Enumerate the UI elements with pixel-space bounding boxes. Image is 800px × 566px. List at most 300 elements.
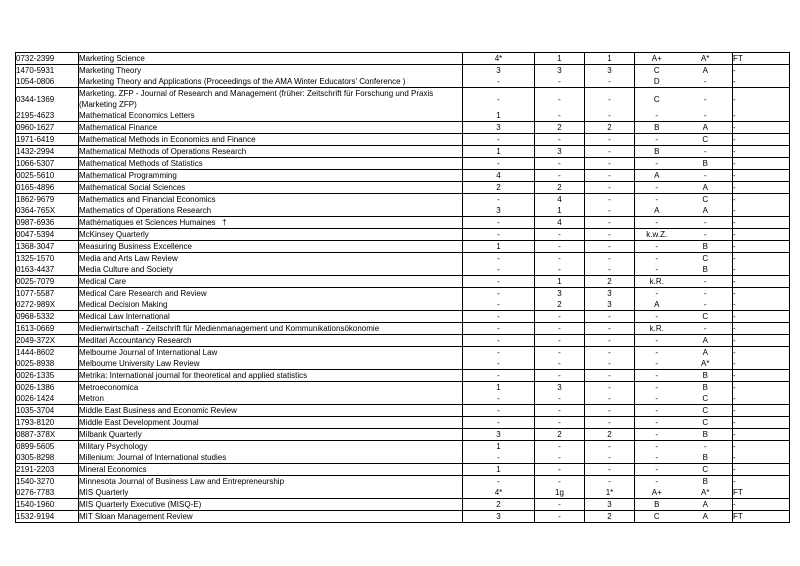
rating-2-cell: -: [535, 358, 585, 370]
rating-3-cell: -: [585, 347, 635, 359]
journal-name-cell: Metrika: International journal for theoretical and applied statistics: [79, 370, 463, 382]
rating-5-cell: C: [679, 393, 733, 405]
journal-name-cell: Marketing Science: [79, 53, 463, 65]
rating-5-cell: B: [679, 158, 733, 170]
rating-3-cell: -: [585, 476, 635, 488]
rating-4-cell: -: [635, 110, 679, 122]
rating-5-cell: -: [679, 76, 733, 88]
ft-cell: -: [733, 299, 790, 311]
rating-3-cell: 3: [585, 499, 635, 511]
ft-cell: -: [733, 335, 790, 347]
rating-2-cell: 2: [535, 182, 585, 194]
rating-3-cell: -: [585, 335, 635, 347]
rating-3-cell: 1*: [585, 487, 635, 499]
rating-4-cell: -: [655, 442, 659, 451]
issn-cell: 1432-2994: [16, 146, 79, 158]
rating-5-cell: A: [679, 205, 733, 217]
table-row: [16, 65, 790, 77]
issn-cell: 0968-5332: [16, 311, 79, 323]
rating-4-cell: -: [635, 264, 679, 276]
ft-cell: -: [733, 122, 790, 134]
rating-1-cell: 2: [463, 499, 535, 511]
issn-cell: 1540-3270: [16, 476, 79, 488]
table-row: [16, 405, 790, 417]
rating-2-cell: 3: [535, 288, 585, 300]
issn-cell: 0732-2399: [16, 53, 79, 65]
table-row: [16, 217, 790, 229]
rating-2-cell: -: [535, 511, 585, 523]
rating-2-cell: -: [535, 393, 585, 405]
rating-4-cell: -: [635, 311, 679, 323]
rating-1-cell: -: [463, 276, 535, 288]
ft-cell: -: [733, 264, 790, 276]
rating-4-cell: k.w.Z.: [635, 229, 679, 241]
issn-cell: 2195-4623: [16, 110, 79, 122]
rating-2-cell: -: [535, 253, 585, 265]
ft-cell: -: [733, 241, 790, 253]
table-row: [16, 194, 790, 206]
rating-3-cell: -: [585, 464, 635, 476]
ft-cell: -: [733, 383, 736, 392]
ft-cell: -: [733, 229, 790, 241]
rating-2-cell: -: [535, 76, 585, 88]
issn-cell: 1540-1960: [16, 499, 79, 511]
rating-4-cell: -: [635, 417, 679, 429]
rating-4-cell: -: [635, 134, 679, 146]
rating-1-cell: 3: [463, 205, 535, 217]
rating-5-cell: -: [679, 323, 733, 335]
rating-4-cell: A: [635, 205, 679, 217]
rating-4-cell: -: [635, 393, 679, 405]
rating-5-cell: -: [679, 229, 733, 241]
ft-cell: -: [733, 182, 790, 194]
rating-4-cell: -: [635, 464, 679, 476]
rating-2-cell: -: [535, 311, 585, 323]
rating-4-cell: -: [635, 429, 679, 441]
table-row: [16, 88, 790, 111]
journal-name-cell: Metroeconomica: [79, 382, 463, 394]
table-row: [16, 370, 790, 382]
table-row: [16, 264, 790, 276]
rating-2-cell: 2: [535, 122, 585, 134]
rating-1-cell: 1: [463, 464, 535, 476]
rating-4-cell: -: [635, 370, 679, 382]
ft-cell: -: [733, 276, 790, 288]
journal-name-cell: Middle East Business and Economic Review: [79, 405, 463, 417]
journal-name-cell: Medical Law International: [79, 311, 463, 323]
rating-1-cell: -: [463, 229, 535, 241]
issn-cell: 0047-5394: [16, 229, 79, 241]
rating-3-cell: -: [585, 134, 635, 146]
rating-2-cell: 1: [535, 205, 585, 217]
rating-2-cell: 4: [535, 194, 585, 206]
rating-2-cell: -: [535, 323, 585, 335]
rating-4-cell: k.R.: [635, 323, 679, 335]
table-row: [16, 288, 790, 300]
rating-1-cell: -: [463, 253, 535, 265]
rating-1-cell: -: [463, 299, 535, 311]
journal-name-cell: Mathematical Methods in Economics and Finance: [79, 134, 463, 146]
rating-5-cell: A: [679, 347, 733, 359]
rating-3-cell: -: [585, 311, 635, 323]
ft-cell: -: [733, 358, 790, 370]
table-row: [16, 110, 790, 122]
rating-4-cell: A+: [635, 487, 679, 499]
rating-3-cell: -: [585, 158, 635, 170]
journal-name-cell: Mathematics and Financial Economics: [79, 194, 463, 206]
journal-name-cell: Mathématiques et Sciences Humaines †: [79, 217, 463, 229]
rating-4-cell: k.R.: [635, 276, 679, 288]
journal-name-cell: Minnesota Journal of Business Law and Entrepreneurship: [79, 476, 463, 488]
table-row: [16, 146, 790, 158]
rating-1-cell: -: [463, 370, 535, 382]
table-row: [16, 335, 790, 347]
ft-cell: -: [733, 429, 790, 441]
table-row: [16, 311, 790, 323]
rating-2-cell: 1g: [535, 487, 585, 499]
ft-cell: -: [733, 452, 790, 464]
rating-5-cell: -: [679, 441, 733, 453]
issn-cell: 1971-6419: [16, 134, 79, 146]
journal-name-cell: Mineral Economics: [79, 464, 463, 476]
journal-name-cell: Metron: [79, 393, 463, 405]
issn-cell: 0305-8298: [16, 452, 79, 464]
rating-2-cell: -: [535, 229, 585, 241]
rating-5-cell: -: [679, 88, 733, 111]
ft-cell: -: [733, 146, 790, 158]
rating-5-cell: A*: [679, 487, 733, 499]
journal-name-cell: Millenium: Journal of International studies: [79, 452, 463, 464]
rating-2-cell: -: [535, 417, 585, 429]
table-row: [16, 205, 790, 217]
rating-5-cell: C: [679, 405, 733, 417]
rating-5-cell: B: [679, 370, 733, 382]
rating-5-cell: B: [679, 476, 733, 488]
rating-5-cell: A*: [679, 53, 733, 65]
rating-3-cell: -: [585, 441, 635, 453]
issn-cell: 0899-5605: [16, 441, 79, 453]
rating-4-cell: A+: [635, 53, 679, 65]
rating-4-cell: A: [635, 299, 679, 311]
rating-4-cell: -: [635, 158, 679, 170]
journal-name-cell: Military Psychology: [79, 441, 463, 453]
rating-5-cell: C: [679, 464, 733, 476]
rating-1-cell: -: [463, 452, 535, 464]
rating-2-cell: -: [535, 264, 585, 276]
journal-name-cell: MIT Sloan Management Review: [79, 511, 463, 523]
ft-cell: -: [733, 311, 790, 323]
rating-1-cell: -: [463, 393, 535, 405]
table-row: [16, 253, 790, 265]
rating-3-cell: -: [585, 217, 635, 229]
issn-cell: 1054-0806: [16, 76, 79, 88]
rating-3-cell: -: [585, 417, 635, 429]
rating-5-cell: A*: [679, 358, 733, 370]
rating-3-cell: -: [585, 405, 635, 417]
rating-5-cell: -: [679, 146, 733, 158]
ft-cell: -: [733, 94, 736, 104]
rating-4-cell: C: [653, 94, 660, 104]
rating-4-cell: -: [655, 477, 659, 486]
journal-name-cell: Melbourne Journal of International Law: [79, 347, 463, 359]
issn-cell: 0887-378X: [16, 429, 79, 441]
rating-1-cell: 1: [463, 441, 535, 453]
table-row: [16, 441, 790, 453]
ft-cell: -: [733, 348, 736, 357]
rating-3-cell: -: [585, 76, 635, 88]
rating-1-cell: 4: [463, 170, 535, 182]
rating-5-cell: -: [679, 288, 733, 300]
ft-cell: -: [733, 289, 736, 298]
table-row: [16, 53, 790, 65]
rating-2-cell: -: [535, 452, 585, 464]
journal-name-cell: Media Culture and Society: [79, 264, 463, 276]
journal-table-body: [16, 53, 790, 523]
issn-cell: 1532-9194: [16, 511, 79, 523]
rating-1-cell: 3: [463, 429, 535, 441]
rating-5-cell: C: [679, 194, 733, 206]
issn-cell: 1077-5587: [16, 288, 79, 300]
table-row: [16, 511, 790, 523]
rating-3-cell: -: [585, 182, 635, 194]
table-row: [16, 417, 790, 429]
issn-cell: 1066-5307: [16, 158, 79, 170]
ft-cell: -: [733, 110, 790, 122]
rating-3-cell: -: [585, 393, 635, 405]
rating-3-cell: -: [585, 253, 635, 265]
rating-3-cell: -: [585, 146, 635, 158]
rating-3-cell: 3: [585, 288, 635, 300]
table-row: [16, 170, 790, 182]
rating-2-cell: -: [535, 405, 585, 417]
rating-2-cell: -: [535, 158, 585, 170]
table-row: [16, 158, 790, 170]
rating-3-cell: -: [585, 194, 635, 206]
journal-name-cell: Medical Care: [79, 276, 463, 288]
rating-5-cell: -: [679, 299, 733, 311]
rating-5-cell: C: [679, 311, 733, 323]
journal-name-cell: MIS Quarterly: [79, 487, 463, 499]
rating-4-cell: B: [635, 122, 679, 134]
rating-2-cell: -: [535, 170, 585, 182]
rating-4-cell: -: [635, 217, 679, 229]
rating-1-cell: 3: [463, 511, 535, 523]
ft-cell: -: [733, 405, 790, 417]
rating-4-cell: D: [635, 76, 679, 88]
rating-2-cell: -: [535, 241, 585, 253]
rating-5-cell: B: [679, 452, 733, 464]
rating-5-cell: C: [679, 253, 733, 265]
journal-name-cell: MIS Quarterly Executive (MISQ-E): [79, 499, 463, 511]
rating-1-cell: -: [463, 405, 535, 417]
journal-name-cell: Mathematics of Operations Research: [79, 205, 463, 217]
ft-cell: -: [733, 417, 790, 429]
rating-1-cell: 3: [463, 122, 535, 134]
journal-name-cell: Medical Decision Making: [79, 299, 463, 311]
table-row: [16, 382, 790, 394]
rating-3-cell: -: [585, 358, 635, 370]
table-row: [16, 241, 790, 253]
issn-cell: 0987-6936: [16, 217, 79, 229]
rating-5-cell: -: [679, 170, 733, 182]
rating-2-cell: -: [535, 464, 585, 476]
rating-4-cell: -: [655, 254, 659, 263]
rating-1-cell: -: [463, 217, 535, 229]
rating-3-cell: -: [585, 323, 635, 335]
rating-3-cell: 2: [585, 511, 635, 523]
issn-cell: 1862-9679: [16, 194, 79, 206]
rating-1-cell: -: [463, 264, 535, 276]
journal-name-cell: Mathematical Methods of Statistics: [79, 158, 463, 170]
table-row: [16, 358, 790, 370]
rating-1-cell: -: [463, 358, 535, 370]
rating-5-cell: -: [679, 217, 733, 229]
rating-2-cell: 3: [535, 382, 585, 394]
rating-1-cell: 2: [463, 182, 535, 194]
rating-1-cell: -: [463, 88, 535, 111]
rating-5-cell: A: [679, 182, 733, 194]
rating-2-cell: 3: [535, 65, 585, 77]
rating-1-cell: -: [463, 476, 535, 488]
rating-4-cell: A: [635, 170, 679, 182]
issn-cell: 0025-7079: [16, 276, 79, 288]
rating-1-cell: -: [463, 288, 535, 300]
issn-cell: 0960-1627: [16, 122, 79, 134]
rating-4-cell: B: [635, 146, 679, 158]
rating-5-cell: A: [679, 65, 733, 77]
rating-2-cell: 2: [535, 299, 585, 311]
issn-cell: 0163-4437: [16, 264, 79, 276]
issn-cell: 0364-765X: [16, 205, 79, 217]
rating-3-cell: -: [585, 229, 635, 241]
journal-name-cell: Milbank Quarterly: [79, 429, 463, 441]
journal-name-cell: Middle East Development Journal: [79, 417, 463, 429]
rating-3-cell: -: [585, 382, 635, 394]
rating-2-cell: -: [535, 110, 585, 122]
rating-1-cell: -: [463, 194, 535, 206]
rating-5-cell: A: [679, 499, 733, 511]
table-row: [16, 347, 790, 359]
table-row: [16, 122, 790, 134]
issn-cell: 1035-3704: [16, 405, 79, 417]
rating-1-cell: 4*: [463, 487, 535, 499]
journal-name-cell: Mathematical Methods of Operations Research: [79, 146, 463, 158]
rating-3-cell: 3: [585, 65, 635, 77]
journal-name-cell: Mathematical Programming: [79, 170, 463, 182]
ft-cell: FT: [733, 53, 790, 65]
ft-cell: FT: [733, 487, 790, 499]
ft-cell: -: [733, 254, 736, 263]
rating-3-cell: 2: [585, 429, 635, 441]
journal-ranking-table: [15, 52, 790, 523]
rating-1-cell: 1: [463, 241, 535, 253]
ft-cell: -: [733, 477, 736, 486]
ft-cell: -: [733, 499, 790, 511]
rating-2-cell: -: [535, 476, 585, 488]
rating-4-cell: C: [653, 66, 660, 75]
ft-cell: -: [733, 464, 790, 476]
rating-2-cell: -: [535, 134, 585, 146]
issn-cell: 2191-2203: [16, 464, 79, 476]
ft-cell: -: [733, 217, 790, 229]
issn-cell: 0026-1424: [16, 393, 79, 405]
rating-4-cell: -: [635, 452, 679, 464]
rating-3-cell: -: [585, 205, 635, 217]
rating-1-cell: 1: [463, 382, 535, 394]
journal-name-cell: Marketing Theory and Applications (Proceedings of the AMA Winter Educators' Conference ): [79, 76, 463, 88]
rating-3-cell: -: [585, 170, 635, 182]
rating-5-cell: -: [679, 276, 733, 288]
rating-5-cell: -: [679, 110, 733, 122]
rating-4-cell: -: [655, 195, 659, 204]
rating-2-cell: -: [535, 88, 585, 111]
rating-1-cell: 1: [463, 146, 535, 158]
rating-2-cell: -: [535, 370, 585, 382]
rating-2-cell: -: [535, 335, 585, 347]
journal-name-cell: Marketing. ZFP - Journal of Research and Management (früher: Zeitschrift für Forschung und Praxis (Marketing ZFP): [79, 88, 463, 111]
rating-2-cell: -: [535, 499, 585, 511]
ft-cell: -: [733, 323, 790, 335]
rating-3-cell: 2: [585, 122, 635, 134]
rating-1-cell: 4*: [463, 53, 535, 65]
rating-1-cell: -: [463, 158, 535, 170]
rating-2-cell: 1: [535, 276, 585, 288]
ft-cell: -: [733, 66, 736, 75]
rating-2-cell: 2: [535, 429, 585, 441]
issn-cell: 1325-1570: [16, 253, 79, 265]
ft-cell: -: [733, 393, 790, 405]
rating-5-cell: B: [679, 429, 733, 441]
issn-cell: 1793-8120: [16, 417, 79, 429]
issn-cell: 1470-5931: [16, 65, 79, 77]
table-row: [16, 182, 790, 194]
ft-cell: -: [733, 170, 790, 182]
ft-cell: -: [733, 205, 790, 217]
rating-1-cell: -: [463, 134, 535, 146]
rating-1-cell: -: [463, 347, 535, 359]
issn-cell: 1444-8602: [16, 347, 79, 359]
table-row: [16, 299, 790, 311]
table-row: [16, 476, 790, 488]
rating-1-cell: -: [463, 417, 535, 429]
rating-4-cell: -: [635, 241, 679, 253]
rating-5-cell: A: [679, 511, 733, 523]
rating-3-cell: -: [585, 452, 635, 464]
ft-cell: -: [733, 158, 790, 170]
journal-name-cell: Meditari Accountancy Research: [79, 335, 463, 347]
table-row: [16, 229, 790, 241]
rating-2-cell: -: [535, 441, 585, 453]
issn-cell: 2049-372X: [16, 335, 79, 347]
rating-3-cell: -: [585, 88, 635, 111]
journal-name-cell: Measuring Business Excellence: [79, 241, 463, 253]
table-row: [16, 393, 790, 405]
rating-4-cell: -: [655, 383, 659, 392]
rating-5-cell: C: [679, 417, 733, 429]
ft-cell: -: [733, 442, 736, 451]
rating-1-cell: 1: [463, 110, 535, 122]
journal-name-cell: Mathematical Social Sciences: [79, 182, 463, 194]
rating-5-cell: A: [679, 335, 733, 347]
ft-cell: FT: [733, 511, 790, 523]
rating-3-cell: 1: [585, 53, 635, 65]
ft-cell: -: [733, 134, 790, 146]
rating-3-cell: 2: [585, 276, 635, 288]
rating-5-cell: B: [679, 241, 733, 253]
issn-cell: 0026-1386: [16, 382, 79, 394]
rating-1-cell: -: [463, 76, 535, 88]
table-row: [16, 323, 790, 335]
